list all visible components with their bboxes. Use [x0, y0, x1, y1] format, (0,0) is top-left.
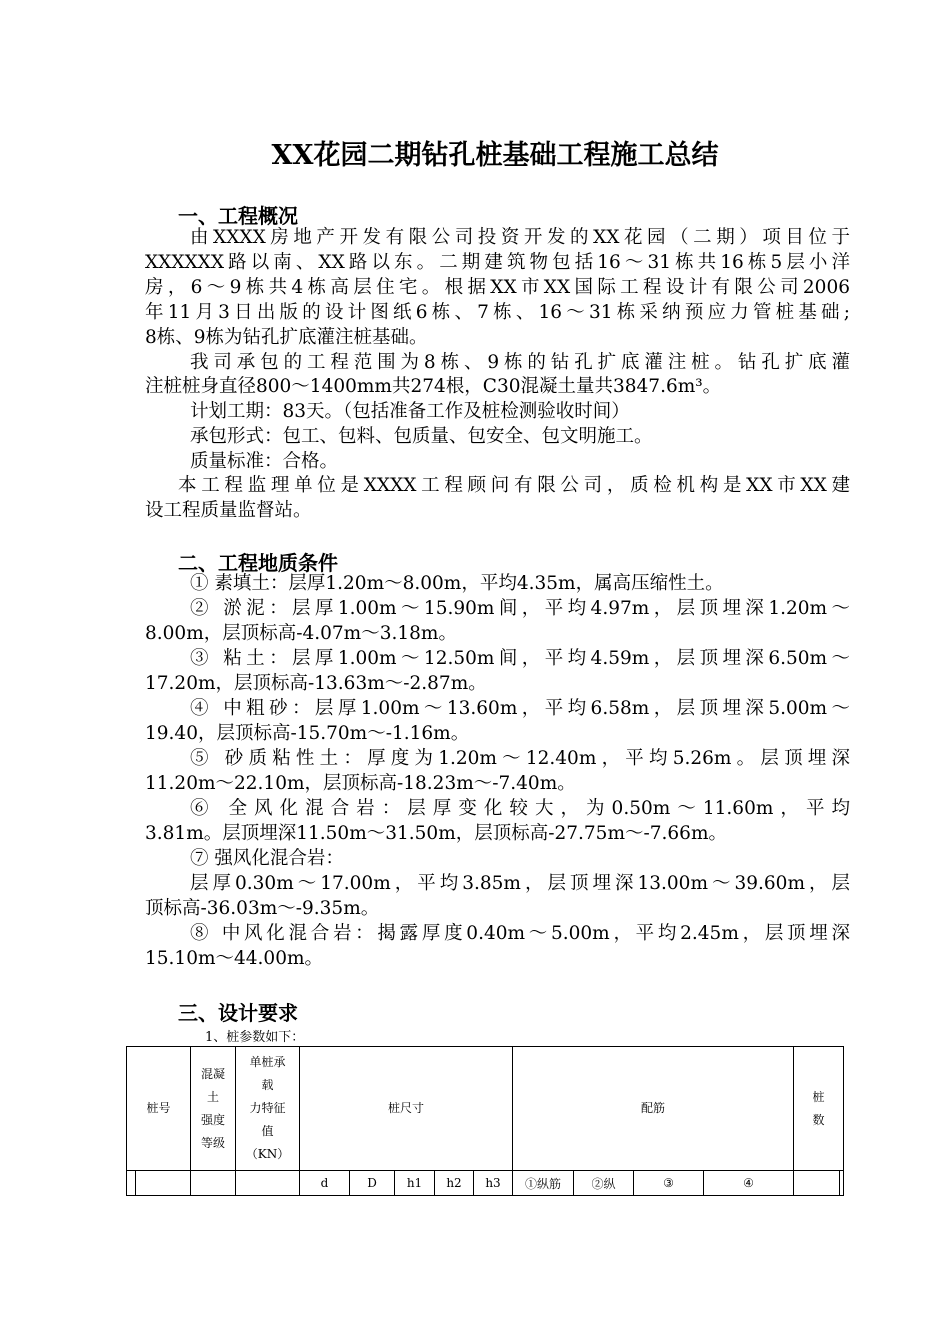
paragraph-line: 质量标准：合格。 — [190, 451, 339, 472]
table-cell — [127, 1171, 136, 1196]
sub-heading-pile-params: 1、桩参数如下： — [205, 1030, 305, 1045]
paragraph-line: ⑥ 全风化混合岩：层厚变化较大，为0.50m～11.60m，平均 — [190, 798, 850, 819]
header-pile-no: 桩号 — [127, 1047, 191, 1171]
header-bearing-capacity: 单桩承 载 力特征 值 （KN） — [236, 1047, 300, 1171]
paragraph-line: 承包形式：包工、包料、包质量、包安全、包文明施工。 — [190, 426, 653, 447]
paragraph-line: ⑦ 强风化混合岩： — [190, 848, 344, 869]
paragraph-line: 15.10m～44.00m。 — [145, 948, 324, 969]
paragraph-line: ⑧ 中风化混合岩：揭露厚度0.40m～5.00m，平均2.45m，层顶埋深 — [190, 923, 850, 944]
paragraph-line: 我司承包的工程范围为8栋、9栋的钻孔扩底灌注桩。钻孔扩底灌 — [190, 352, 850, 373]
subheader-h3: h3 — [474, 1171, 513, 1196]
paragraph-line: 计划工期：83天。（包括准备工作及桩检测验收时间） — [190, 401, 630, 422]
subheader-rebar-2: ②纵 — [574, 1171, 634, 1196]
paragraph-line: ③ 粘土：层厚1.00m～12.50m间，平均4.59m，层顶埋深6.50m～ — [190, 648, 850, 669]
header-pile-size: 桩尺寸 — [300, 1047, 513, 1171]
paragraph-line: 11.20m～22.10m，层顶标高-18.23m～-7.40m。 — [145, 773, 576, 794]
table-cell — [136, 1171, 191, 1196]
paragraph-line: ① 素填土：层厚1.20m～8.00m，平均4.35m，属高压缩性土。 — [190, 573, 724, 594]
section-heading-design: 三、设计要求 — [178, 1001, 298, 1025]
paragraph-line: 年11月3日出版的设计图纸6栋、7栋、16～31栋采纳预应力管桩基础; — [145, 302, 850, 323]
section-heading-overview: 一、工程概况 — [178, 204, 298, 228]
paragraph-line: 本工程监理单位是XXXX工程顾问有限公司，质检机构是XX市XX建 — [178, 475, 850, 496]
table-cell — [191, 1171, 236, 1196]
pile-parameter-table — [126, 1046, 844, 1196]
paragraph-line: 由XXXX房地产开发有限公司投资开发的XX花园（二期）项目位于 — [190, 227, 850, 248]
subheader-h2: h2 — [435, 1171, 474, 1196]
header-concrete-grade: 混凝 土 强度 等级 — [191, 1047, 236, 1171]
subheader-d: d — [300, 1171, 350, 1196]
paragraph-line: ④ 中粗砂：层厚1.00m～13.60m，平均6.58m，层顶埋深5.00m～ — [190, 698, 850, 719]
paragraph-line: 8.00m，层顶标高-4.07m～3.18m。 — [145, 623, 457, 644]
table-header-row — [127, 1047, 844, 1171]
header-pile-count: 桩 数 — [794, 1047, 844, 1171]
paragraph-line: 顶标高-36.03m～-9.35m。 — [145, 898, 380, 919]
paragraph-line: 设工程质量监督站。 — [145, 500, 312, 521]
document-title: XX花园二期钻孔桩基础工程施工总结 — [271, 140, 719, 171]
paragraph-line: 3.81m。层顶埋深11.50m～31.50m，层顶标高-27.75m～-7.66m。 — [145, 823, 727, 844]
paragraph-line: 层厚0.30m～17.00m，平均3.85m，层顶埋深13.00m～39.60m，层 — [190, 873, 850, 894]
paragraph-line: 19.40，层顶标高-15.70m～-1.16m。 — [145, 723, 470, 744]
section-heading-geology: 二、工程地质条件 — [178, 551, 338, 575]
subheader-rebar-3: ③ — [634, 1171, 704, 1196]
subheader-D: D — [350, 1171, 395, 1196]
subheader-rebar-1: ①纵筋 — [513, 1171, 574, 1196]
paragraph-line: ② 淤泥：层厚1.00m～15.90m间，平均4.97m，层顶埋深1.20m～ — [190, 598, 850, 619]
subheader-h1: h1 — [395, 1171, 435, 1196]
paragraph-line: 房，6～9栋共4栋高层住宅。根据XX市XX国际工程设计有限公司2006 — [145, 277, 850, 298]
header-reinforcement: 配筋 — [513, 1047, 794, 1171]
paragraph-line: ⑤ 砂质粘性土：厚度为1.20m～12.40m，平均5.26m。层顶埋深 — [190, 748, 850, 769]
paragraph-line: 注桩桩身直径800～1400mm共274根，C30混凝土量共3847.6m³。 — [145, 376, 722, 397]
paragraph-line: 17.20m，层顶标高-13.63m～-2.87m。 — [145, 673, 487, 694]
table-cell — [840, 1171, 844, 1196]
paragraph-line: XXXXXX路以南、XX路以东。二期建筑物包括16～31栋共16栋5层小洋 — [145, 252, 850, 273]
table-subheader-row — [127, 1171, 844, 1196]
table-cell — [794, 1171, 840, 1196]
table-cell — [236, 1171, 300, 1196]
subheader-rebar-4: ④ — [704, 1171, 794, 1196]
paragraph-line: 8栋、9栋为钻孔扩底灌注桩基础。 — [145, 327, 428, 348]
